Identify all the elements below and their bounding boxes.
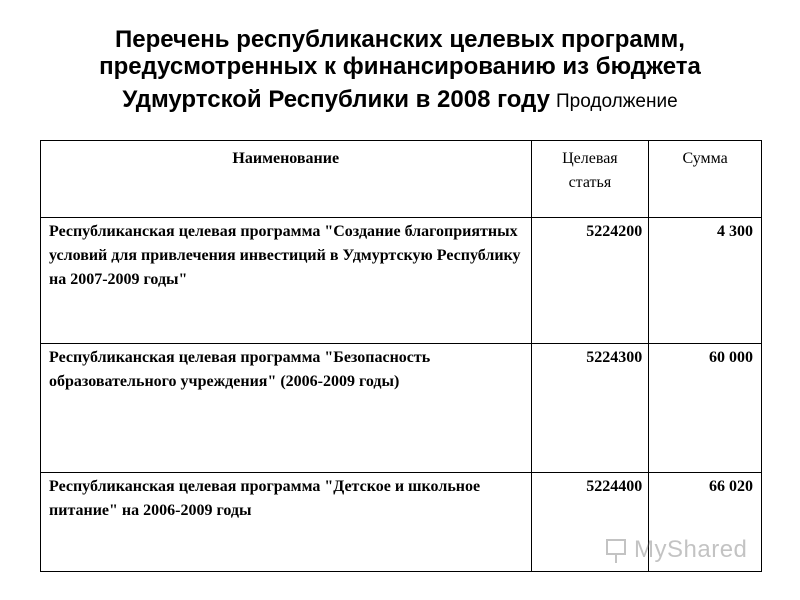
row-sum: 4 300	[649, 218, 762, 344]
row-code: 5224300	[531, 344, 649, 473]
header-sum: Сумма	[649, 141, 762, 218]
row-name: Республиканская целевая программа "Детское и школьное питание" на 2006-2009 годы	[41, 473, 532, 572]
title-line-2: предусмотренных к финансированию из бюджета	[99, 53, 701, 80]
row-code: 5224200	[531, 218, 649, 344]
header-code-line-2: статья	[568, 174, 612, 191]
header-name: Наименование	[41, 141, 532, 218]
row-name: Республиканская целевая программа "Создание благоприятных условий для привлечения инвестиций в Удмуртскую Республику на 2007-2009 годы"	[41, 218, 532, 344]
row-name: Республиканская целевая программа "Безопасность образовательного учреждения" (2006-2009 годы)	[41, 344, 532, 473]
title-line-3	[0, 86, 800, 115]
watermark-text: MyShared	[634, 536, 748, 563]
title-line-3-text: Удмуртской Республики в 2008 году	[122, 86, 551, 113]
continuation-label: Продолжение	[556, 91, 678, 112]
table-header-row	[41, 141, 762, 218]
table-row	[41, 218, 762, 344]
row-code: 5224400	[531, 473, 649, 572]
programs-table	[40, 140, 762, 572]
header-code-line-1: Целевая	[562, 150, 618, 167]
row-sum: 60 000	[649, 344, 762, 473]
slide-title	[0, 26, 800, 115]
presentation-board-icon	[604, 537, 630, 563]
header-code	[531, 141, 649, 218]
row-sum: 66 020	[649, 473, 762, 572]
watermark	[604, 536, 747, 564]
table-row	[41, 344, 762, 473]
title-line-1: Перечень республиканских целевых программ,	[115, 26, 685, 53]
